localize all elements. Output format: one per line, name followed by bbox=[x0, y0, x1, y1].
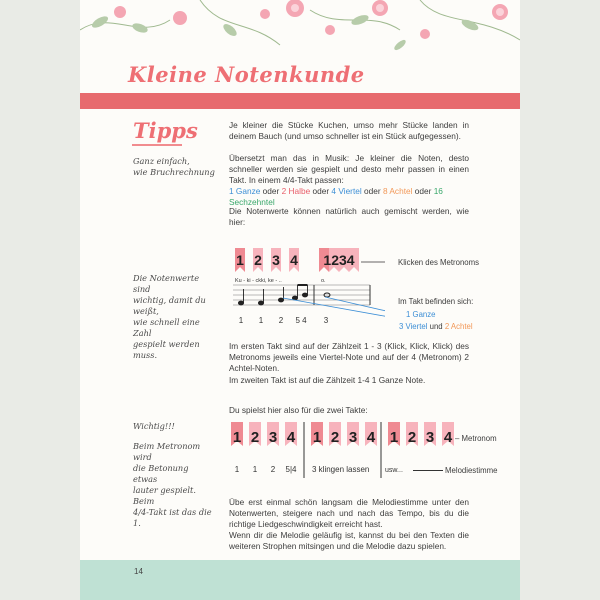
note-line: wichtig, damit du weißt, bbox=[133, 295, 206, 316]
label-viertel-achtel: 3 Viertel und 2 Achtel bbox=[399, 322, 473, 331]
count-number: 3 bbox=[323, 316, 329, 325]
value-viertel: 4 Viertel bbox=[331, 186, 362, 196]
beat-number: 4 bbox=[366, 429, 376, 446]
note-line: wie Bruchrechnung bbox=[133, 167, 215, 177]
note-line: lauter gespielt. Beim bbox=[133, 485, 196, 506]
note-values-line: 1 Ganze oder 2 Halbe oder 4 Viertel oder 8 Achtel oder 16 Sechzehntel bbox=[229, 186, 443, 207]
note-line: wie schnell eine Zahl bbox=[133, 317, 200, 338]
margin-note-fractions bbox=[133, 156, 215, 178]
beat-number: 2 bbox=[407, 429, 417, 446]
beat-number: 3 bbox=[425, 429, 435, 446]
beat-number: 3 bbox=[272, 252, 280, 268]
section-title: Tipps bbox=[133, 118, 198, 143]
metronome-flags-row bbox=[231, 422, 454, 446]
note-line: Wichtig!!! bbox=[133, 421, 175, 431]
beat-number: 4 bbox=[286, 429, 296, 446]
margin-note-wichtig bbox=[133, 421, 215, 529]
page-title: Kleine Notenkunde bbox=[128, 62, 365, 87]
melodie-pointer-line bbox=[413, 470, 443, 471]
count-number: 1 bbox=[238, 316, 244, 325]
beat-number: 1 bbox=[232, 429, 242, 446]
label-im-takt: Im Takt befinden sich: bbox=[398, 297, 474, 306]
label-1-ganze: 1 Ganze bbox=[406, 310, 436, 319]
count-number: 2 bbox=[278, 316, 284, 325]
note-line: gespielt werden muss. bbox=[133, 339, 200, 360]
beat-number: 4 bbox=[290, 252, 298, 268]
paragraph-du-spielst: Du spielst hier also für die zwei Takte: bbox=[229, 405, 368, 415]
paragraph-zweiter-takt: Im zweiten Takt ist auf die Zählzeit 1-4 1 Ganze Note. bbox=[229, 375, 426, 385]
note-line: 4/4-Takt ist das die 1. bbox=[133, 507, 212, 528]
footer-band bbox=[80, 560, 520, 600]
label-klicken-metronom: Klicken des Metronoms bbox=[398, 258, 480, 267]
beat-number: 2 bbox=[330, 429, 340, 446]
count-number: 2 bbox=[270, 465, 276, 474]
paragraph-erster-takt: Im ersten Takt sind auf der Zählzeit 1 - 3 (Klick, Klick, Klick) des Metronoms jeweils eine Viertel-Note und auf der 4 (Metronom) 2 Achtel-Noten. bbox=[229, 341, 469, 373]
count-number: 5|4 bbox=[285, 465, 297, 474]
count-number: 5 4 bbox=[295, 316, 307, 325]
beat-number: 3 bbox=[268, 429, 278, 446]
section-title-underline bbox=[132, 144, 182, 146]
paragraph-uebe: Übe erst einmal schön langsam die Melodiestimme unter den Notenwerten, steigere nach und nach das Tempo, bis du die richtige Liedgeschwindigkeit erreicht hast. bbox=[229, 497, 469, 529]
paragraph-kuchen: Je kleiner die Stücke Kuchen, umso mehr Stücke landen in deinem Bauch (und umso schneller ist ein Stück aufgegessen). bbox=[229, 120, 469, 141]
lyrics-o: o. bbox=[321, 278, 326, 284]
note-line: Ganz einfach, bbox=[133, 156, 190, 166]
klingen-lassen: 3 klingen lassen bbox=[312, 465, 370, 474]
beat-number-group: 1234 bbox=[323, 252, 355, 268]
margin-note-notenwerte bbox=[133, 273, 215, 361]
label-melodiestimme: Melodiestimme bbox=[445, 466, 498, 475]
label-metronom: – Metronom bbox=[455, 434, 497, 443]
beat-number: 1 bbox=[236, 252, 244, 268]
count-number: 1 bbox=[234, 465, 240, 474]
count-number: 1 bbox=[258, 316, 264, 325]
value-ganze: 1 Ganze bbox=[229, 186, 261, 196]
lyrics: Ku - ki - ckki, ke - .. bbox=[235, 278, 282, 284]
note-line: Beim Metronom wird bbox=[133, 441, 201, 462]
page-number: 14 bbox=[134, 567, 143, 576]
beat-number: 1 bbox=[389, 429, 399, 446]
usw-label: usw... bbox=[385, 467, 403, 474]
beat-number: 3 bbox=[348, 429, 358, 446]
paragraph-gemischt: Die Notenwerte können natürlich auch gemischt werden, wie hier: bbox=[229, 206, 469, 227]
beat-number: 1 bbox=[312, 429, 322, 446]
paragraph-melodie: Wenn dir die Melodie geläufig ist, kannst du bei den Texten die weiteren Strophen mitsingen und die Melodie dazu spielen. bbox=[229, 530, 469, 551]
floral-header-decoration bbox=[80, 0, 520, 58]
paragraph-musik: Übersetzt man das in Musik: Je kleiner die Noten, desto schneller werden sie gespielt und desto mehr passen in einen Takt. In einem 4/4-Takt passen: bbox=[229, 153, 469, 185]
note-line: die Betonung etwas bbox=[133, 463, 189, 484]
beat-number: 2 bbox=[254, 252, 262, 268]
rhythm-diagram-1 bbox=[225, 245, 385, 335]
rhythm-diagram-2 bbox=[226, 420, 461, 480]
note-line: Die Notenwerte sind bbox=[133, 273, 200, 294]
value-halbe: 2 Halbe bbox=[281, 186, 311, 196]
value-sechzehntel: 16 Sechzehntel bbox=[229, 186, 443, 207]
beat-number: 2 bbox=[250, 429, 260, 446]
value-achtel: 8 Achtel bbox=[382, 186, 413, 196]
count-number: 1 bbox=[252, 465, 258, 474]
title-band bbox=[80, 93, 520, 109]
beat-number: 4 bbox=[443, 429, 453, 446]
